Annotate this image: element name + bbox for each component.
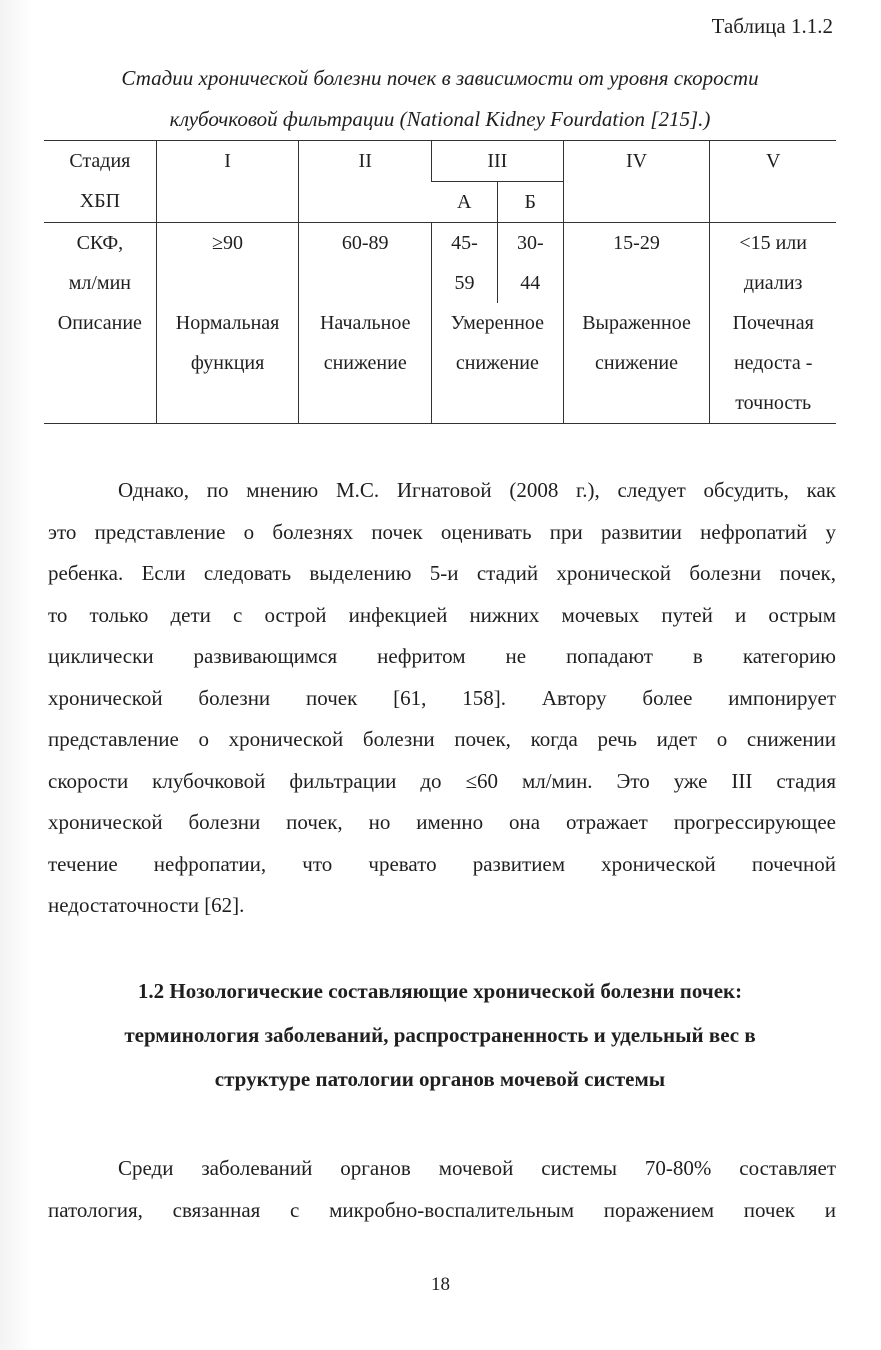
text-line: Однако, по мнению М.С. Игнатовой (2008 г.), следует обсудить, как <box>118 478 836 502</box>
description-line: снижение <box>455 352 539 374</box>
description-line: точность <box>735 392 812 414</box>
gfr-label: СКФ, <box>76 232 124 254</box>
text-line: скорости клубочковой фильтрации до ≤60 мл/мин. Это уже III стадия <box>48 768 836 793</box>
text-line: представление о хронической болезни почек, когда речь идет о снижении <box>48 727 836 751</box>
text-line: течение нефропатии, что чревато развитием хронической почечной <box>48 851 836 876</box>
stage-v-header: V <box>710 141 836 223</box>
body-paragraph-1 <box>48 470 836 927</box>
text-line: патология, связанная с микробно-воспалительным поражением почек и <box>48 1197 836 1222</box>
description-line: функция <box>190 352 265 374</box>
description-iii <box>432 303 564 424</box>
gfr-value-ii: 60-89 <box>299 223 432 304</box>
text-line: хронической болезни почек, но именно она отражает прогрессирующее <box>48 810 836 834</box>
ckd-stages-table <box>44 140 836 424</box>
text-line: Среди заболеваний органов мочевой системы 70-80% составляет <box>118 1156 836 1180</box>
stage-iiib-header: Б <box>497 182 563 223</box>
gfr-value-v <box>710 223 836 304</box>
description-i <box>156 303 299 424</box>
gfr-value-iiia <box>432 223 498 304</box>
gfr-value-i: ≥90 <box>156 223 299 304</box>
stage-label: Стадия <box>69 150 131 172</box>
description-line: снижение <box>323 352 407 374</box>
caption-line: Стадии хронической болезни почек в зависимости от уровня скорости <box>121 66 759 90</box>
description-line: Умеренное <box>450 312 545 334</box>
description-line: Нормальная <box>175 312 280 334</box>
description-line: снижение <box>595 352 679 374</box>
heading-line: 1.2 Нозологические составляющие хронической болезни почек: <box>137 979 743 1003</box>
body-paragraph-2 <box>48 1148 836 1231</box>
stage-iii-header: III <box>432 141 564 182</box>
text-line: циклически развивающимся нефритом не попадают в категорию <box>48 644 836 668</box>
gfr-value-line: 59 <box>454 272 475 294</box>
caption-line: клубочковой фильтрации (National Kidney Fourdation [215].) <box>169 107 711 131</box>
description-line: недоста - <box>733 352 813 374</box>
stage-i-header: I <box>156 141 299 223</box>
gfr-value-line: <15 или <box>739 232 807 254</box>
description-line: Выраженное <box>582 312 691 334</box>
gfr-value-iiib <box>497 223 563 304</box>
gfr-value-line: 44 <box>520 272 541 294</box>
table-caption <box>40 58 840 140</box>
table-number: Таблица 1.1.2 <box>711 14 833 38</box>
scan-shadow <box>0 0 34 1350</box>
stage-iiia-header: А <box>432 182 498 223</box>
description-v <box>710 303 836 424</box>
description-ii <box>299 303 432 424</box>
stage-ii-header: II <box>299 141 432 223</box>
description-line: Почечная <box>732 312 814 334</box>
description-label: Описание <box>44 303 156 424</box>
gfr-value-line: 45- <box>451 232 478 254</box>
description-iv <box>563 303 710 424</box>
stage-iv-header: IV <box>563 141 710 223</box>
page-number: 18 <box>431 1274 450 1295</box>
text-line: то только дети с острой инфекцией нижних мочевых путей и острым <box>48 602 836 627</box>
text-line: это представление о болезнях почек оценивать при развитии нефропатий у <box>48 519 836 544</box>
gfr-label: мл/мин <box>68 272 131 294</box>
text-line: недостаточности [62]. <box>48 893 245 917</box>
gfr-value-iv: 15-29 <box>563 223 710 304</box>
description-line: Начальное <box>319 312 411 334</box>
stage-label-cell <box>44 141 156 223</box>
heading-line: структуре патологии органов мочевой системы <box>214 1067 666 1091</box>
stage-label: ХБП <box>79 190 121 212</box>
gfr-label-cell <box>44 223 156 304</box>
text-line: хронической болезни почек [61, 158]. Автору более импонирует <box>48 685 836 710</box>
heading-line: терминология заболеваний, распространенность и удельный вес в <box>124 1023 756 1047</box>
section-heading <box>40 969 840 1101</box>
gfr-value-line: диализ <box>743 272 803 294</box>
text-line: ребенка. Если следовать выделению 5-и стадий хронической болезни почек, <box>48 561 836 585</box>
gfr-value-line: 30- <box>516 232 544 254</box>
